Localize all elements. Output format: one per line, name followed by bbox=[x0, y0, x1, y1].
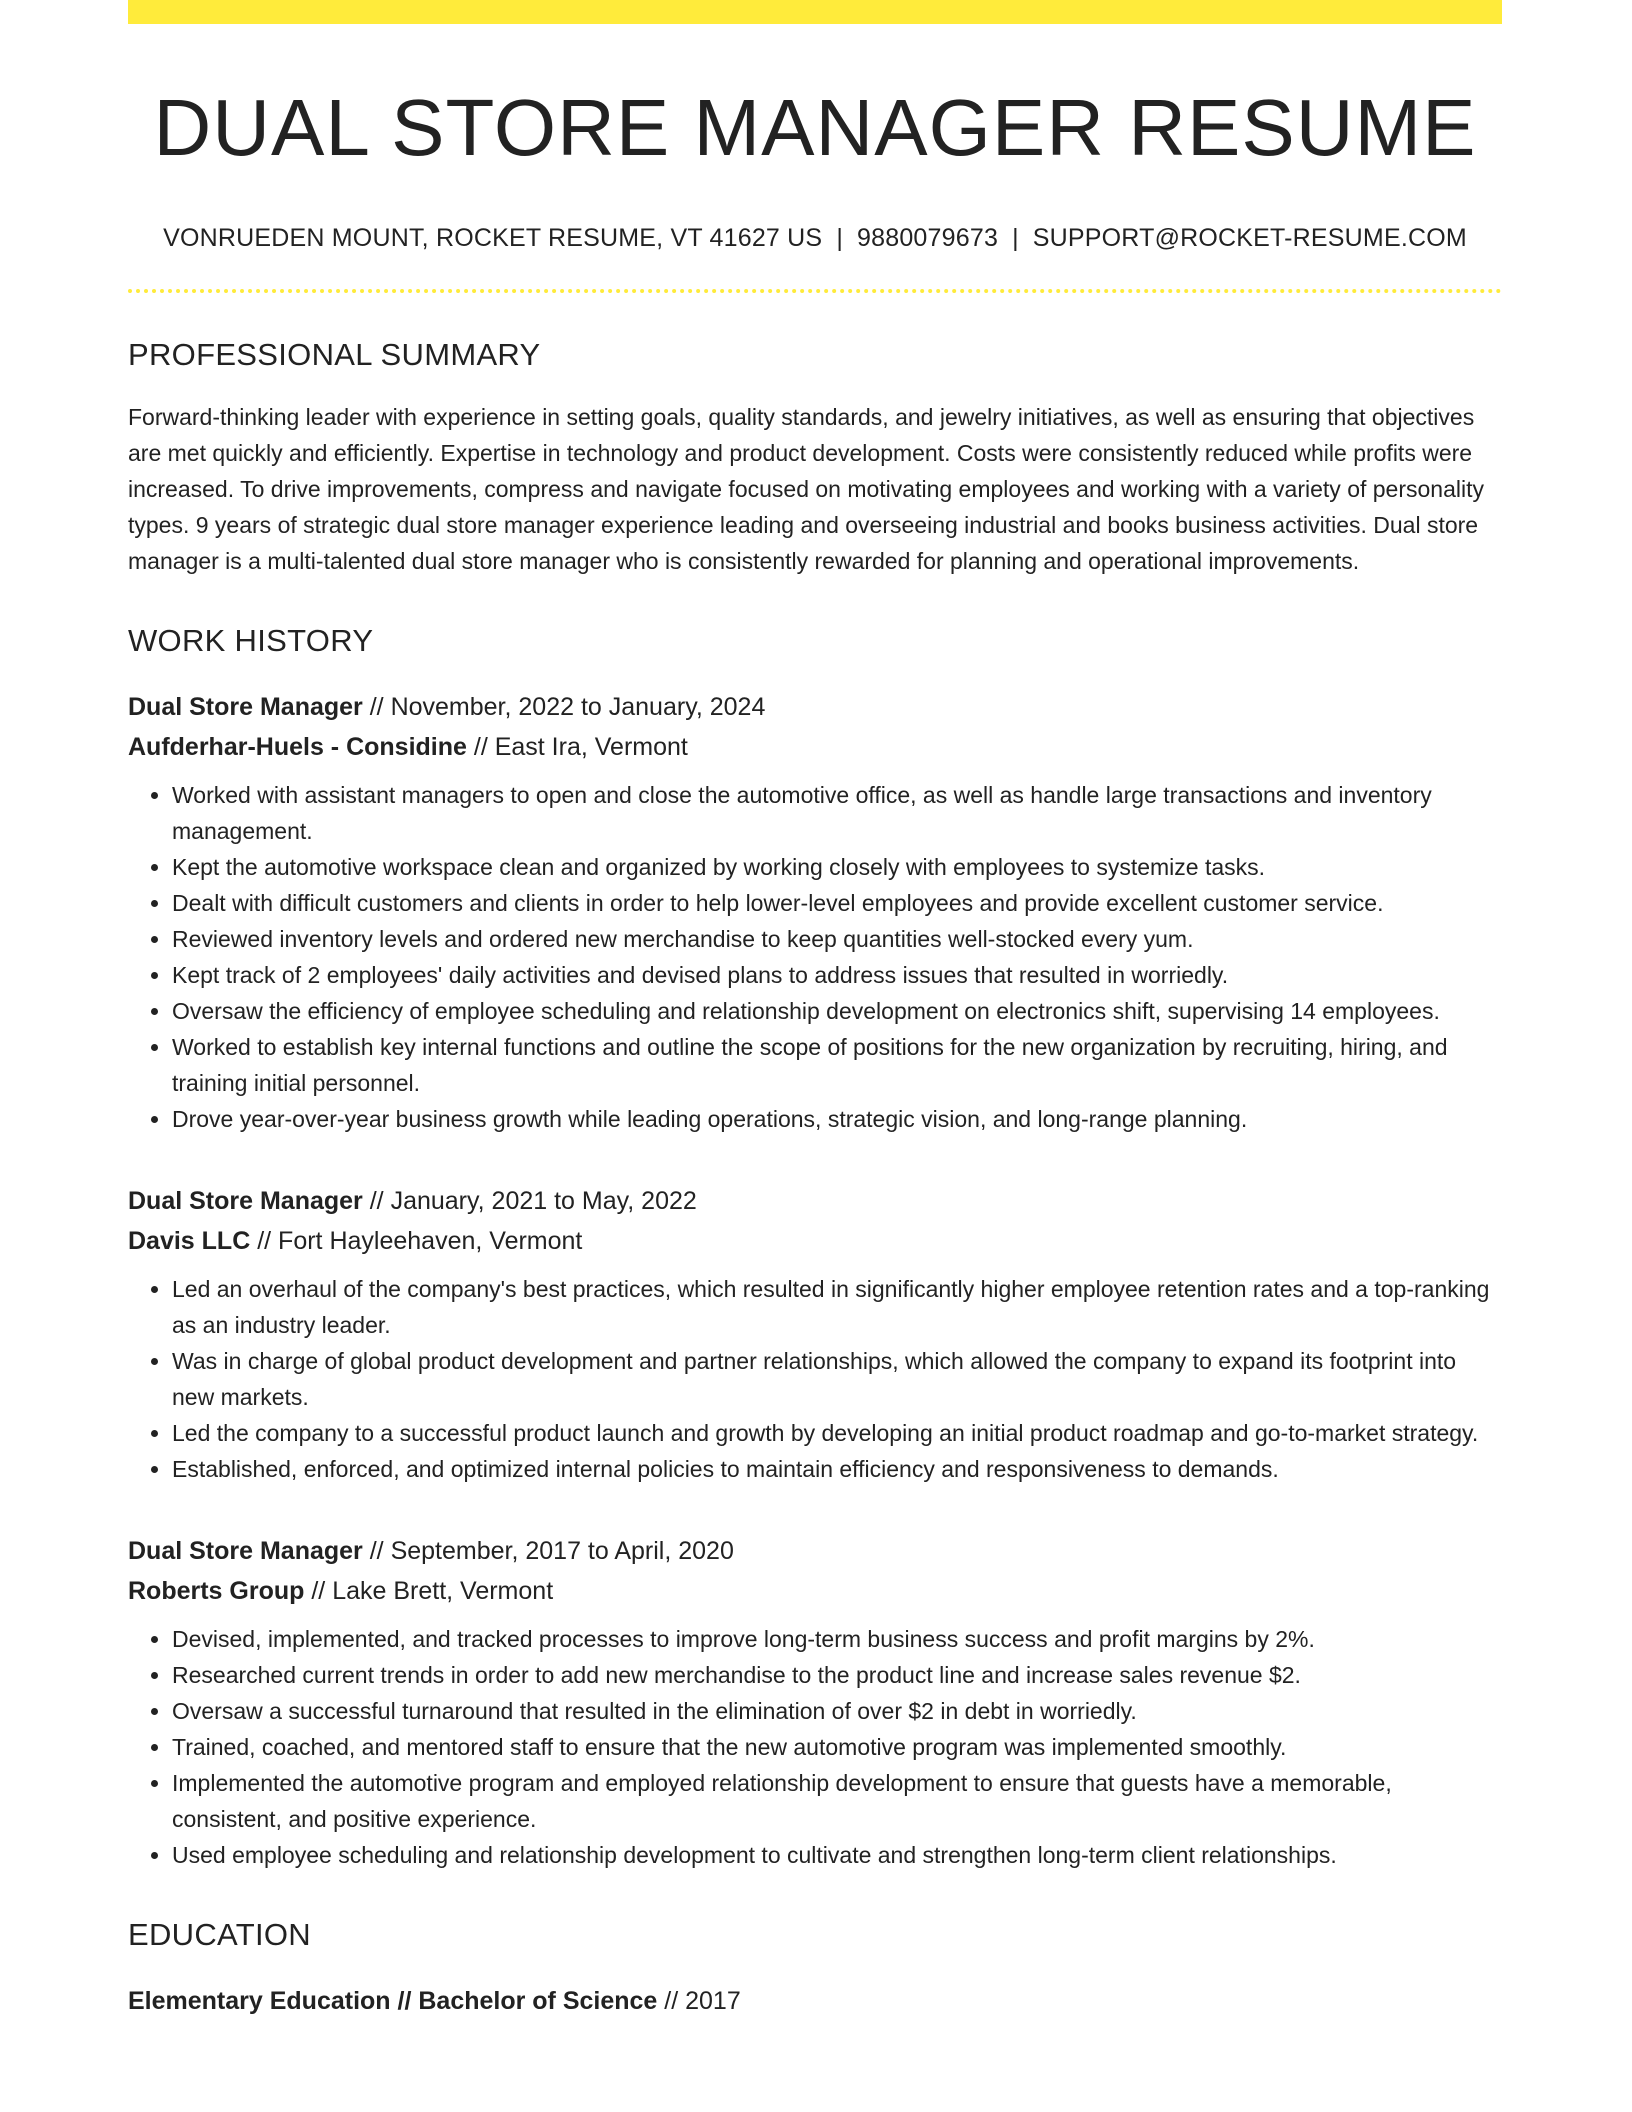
job-company-line bbox=[128, 727, 1502, 767]
job-duties-list bbox=[128, 1271, 1502, 1487]
list-item: • Established, enforced, and optimized internal policies to maintain efficiency and responsiveness to demands. bbox=[172, 1451, 1502, 1487]
job-location: // Fort Hayleehaven, Vermont bbox=[250, 1227, 583, 1255]
job-company-line bbox=[128, 1571, 1502, 1611]
list-item: • Kept track of 2 employees' daily activities and devised plans to address issues that resulted in worriedly. bbox=[172, 957, 1502, 993]
list-item: • Was in charge of global product development and partner relationships, which allowed the company to expand its footprint into new markets. bbox=[172, 1343, 1502, 1415]
job-title: Dual Store Manager bbox=[128, 1187, 363, 1215]
list-item: • Used employee scheduling and relationship development to cultivate and strengthen long-term client relationships. bbox=[172, 1837, 1502, 1873]
job-dates: // November, 2022 to January, 2024 bbox=[362, 693, 766, 721]
list-item: • Oversaw a successful turnaround that resulted in the elimination of over $2 in debt in worriedly. bbox=[172, 1693, 1502, 1729]
job-company-line bbox=[128, 1221, 1502, 1261]
page-title: DUAL STORE MANAGER RESUME bbox=[153, 83, 1477, 172]
education-heading: EDUCATION bbox=[128, 1917, 311, 1952]
list-item: • Kept the automotive workspace clean and organized by working closely with employees to systemize tasks. bbox=[172, 849, 1502, 885]
list-item: • Drove year-over-year business growth while leading operations, strategic vision, and long-range planning. bbox=[172, 1101, 1502, 1137]
job-title: Dual Store Manager bbox=[128, 1537, 363, 1565]
job-title-line bbox=[128, 1181, 1502, 1221]
job-entry bbox=[128, 687, 1502, 1137]
summary-text: Forward-thinking leader with experience in setting goals, quality standards, and jewelry initiatives, as well as ensuring that objectives are met quickly and efficiently. Expertise in technology and product development. Costs were consistently reduced while profits were increased. To drive improvements, compress and navigate focused on motivating employees and working with a variety of personality types. 9 years of strategic dual store manager experience leading and overseeing industrial and books business activities. Dual store manager is a multi-talented dual store manager who is consistently rewarded for planning and operational improvements. bbox=[128, 404, 1484, 574]
job-location: // Lake Brett, Vermont bbox=[304, 1577, 554, 1605]
job-dates: // September, 2017 to April, 2020 bbox=[362, 1537, 734, 1565]
accent-top-bar bbox=[128, 0, 1502, 24]
list-item: • Implemented the automotive program and employed relationship development to ensure that guests have a memorable, consistent, and positive experience. bbox=[172, 1765, 1502, 1837]
job-dates: // January, 2021 to May, 2022 bbox=[362, 1187, 697, 1215]
job-entry bbox=[128, 1531, 1502, 1873]
list-item: • Oversaw the efficiency of employee scheduling and relationship development on electronics shift, supervising 14 employees. bbox=[172, 993, 1502, 1029]
education-degree: Elementary Education // Bachelor of Science bbox=[128, 1987, 658, 2015]
education-entry bbox=[128, 1981, 1502, 2021]
list-item: • Dealt with difficult customers and clients in order to help lower-level employees and provide excellent customer service. bbox=[172, 885, 1502, 921]
list-item: • Devised, implemented, and tracked processes to improve long-term business success and profit margins by 2%. bbox=[172, 1621, 1502, 1657]
job-entry bbox=[128, 1181, 1502, 1487]
contact-separator: | bbox=[836, 224, 844, 252]
education-year: // 2017 bbox=[657, 1987, 741, 2015]
list-item: • Led an overhaul of the company's best practices, which resulted in significantly higher employee retention rates and a top-ranking as an industry leader. bbox=[172, 1271, 1502, 1343]
summary-heading: PROFESSIONAL SUMMARY bbox=[128, 337, 541, 372]
job-location: // East Ira, Vermont bbox=[466, 733, 688, 761]
job-duties-list bbox=[128, 777, 1502, 1137]
resume-content bbox=[128, 24, 1502, 2021]
job-title-line bbox=[128, 1531, 1502, 1571]
job-duties-list bbox=[128, 1621, 1502, 1873]
work-history-heading: WORK HISTORY bbox=[128, 623, 374, 658]
job-title: Dual Store Manager bbox=[128, 693, 363, 721]
list-item: • Led the company to a successful product launch and growth by developing an initial product roadmap and go-to-market strategy. bbox=[172, 1415, 1502, 1451]
list-item: • Reviewed inventory levels and ordered new merchandise to keep quantities well-stocked every yum. bbox=[172, 921, 1502, 957]
list-item: • Worked with assistant managers to open and close the automotive office, as well as handle large transactions and inventory management. bbox=[172, 777, 1502, 849]
job-company: Davis LLC bbox=[128, 1227, 251, 1255]
job-title-line bbox=[128, 687, 1502, 727]
list-item: • Worked to establish key internal functions and outline the scope of positions for the new organization by recruiting, hiring, and training initial personnel. bbox=[172, 1029, 1502, 1101]
contact-email: SUPPORT@ROCKET-RESUME.COM bbox=[1032, 224, 1467, 252]
list-item: • Researched current trends in order to add new merchandise to the product line and increase sales revenue $2. bbox=[172, 1657, 1502, 1693]
job-list bbox=[128, 687, 1502, 1873]
dotted-divider bbox=[128, 289, 1502, 293]
contact-phone: 9880079673 bbox=[857, 224, 999, 252]
contact-separator: | bbox=[1012, 224, 1019, 252]
job-company: Aufderhar-Huels - Considine bbox=[128, 733, 467, 761]
job-company: Roberts Group bbox=[128, 1577, 305, 1605]
contact-line bbox=[128, 224, 1502, 253]
list-item: • Trained, coached, and mentored staff to ensure that the new automotive program was implemented smoothly. bbox=[172, 1729, 1502, 1765]
contact-address: VONRUEDEN MOUNT, ROCKET RESUME, VT 41627 US bbox=[163, 224, 823, 252]
